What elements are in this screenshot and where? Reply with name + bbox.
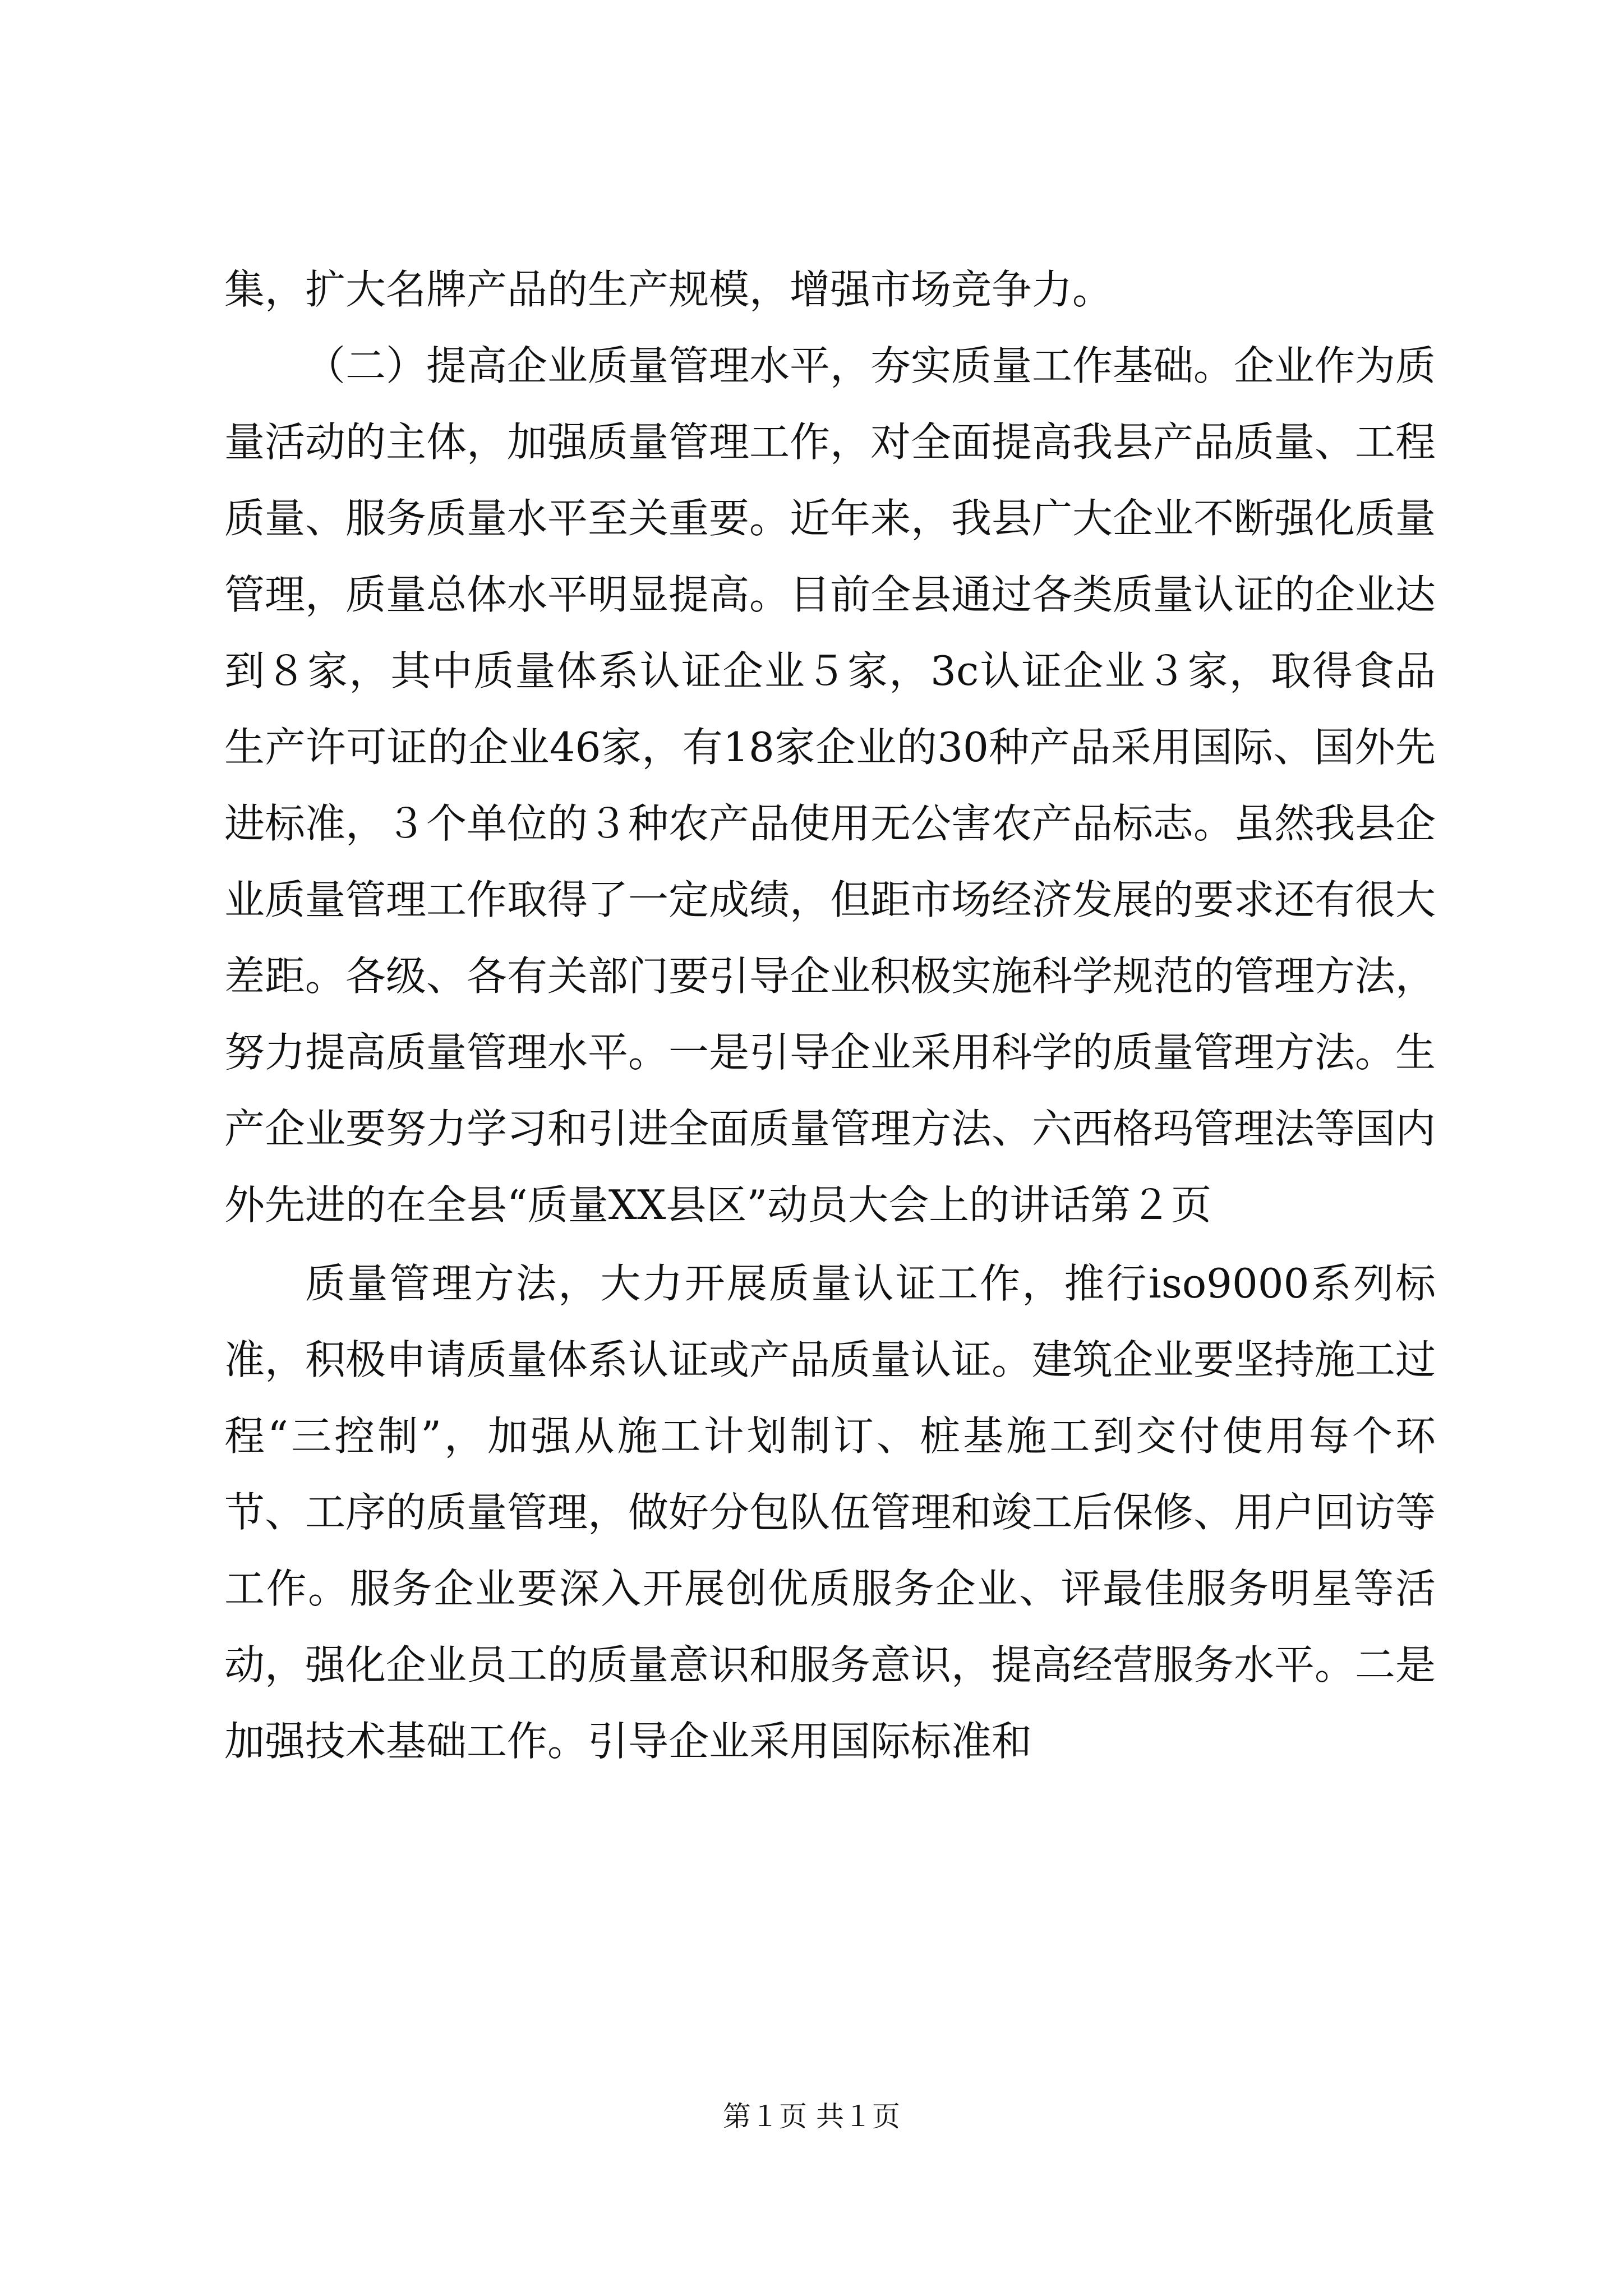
paragraph-1: 集，扩大名牌产品的生产规模，增强市场竞争力。 xyxy=(224,266,1113,313)
page-footer: 第１页 共１页 xyxy=(723,2100,900,2133)
paragraph-2: （二）提高企业质量管理水平，夯实质量工作基础。企业作为质量活动的主体，加强质量管理工作，对全面提高我县产品质量、工程质量、服务质量水平至关重要。近年来，我县广大企业不断强化质量管理，质量总体水平明显提高。目前全县通过各类质量认证的企业达到８家，其中质量体系认证企业５家，3c认证企业３家，取得食品生产许可证的企业46家，有18家企业的30种产品采用国际、国外先进标准，３个单位的３种农产品使用无公害农产品标志。虽然我县企业质量管理工作取得了一定成绩，但距市场经济发展的要求还有很大差距。各级、各有关部门要引导企业积极实施科学规范的管理方法，努力提高质量管理水平。一是引导企业采用科学的质量管理方法。生产企业要努力学习和引进全面质量管理方法、六西格玛管理法等国内外先进的在全县“质量XX县区”动员大会上的讲话第２页 xyxy=(224,342,1436,1228)
document-body xyxy=(224,251,1436,1779)
paragraph-3: 质量管理方法，大力开展质量认证工作，推行iso9000系列标准，积极申请质量体系认证或产品质量认证。建筑企业要坚持施工过程“三控制”，加强从施工计划制订、桩基施工到交付使用每个环节、工序的质量管理，做好分包队伍管理和竣工后保修、用户回访等工作。服务企业要深入开展创优质服务企业、评最佳服务明星等活动，强化企业员工的质量意识和服务意识，提高经营服务水平。二是加强技术基础工作。引导企业采用国际标准和 xyxy=(224,1260,1436,1765)
